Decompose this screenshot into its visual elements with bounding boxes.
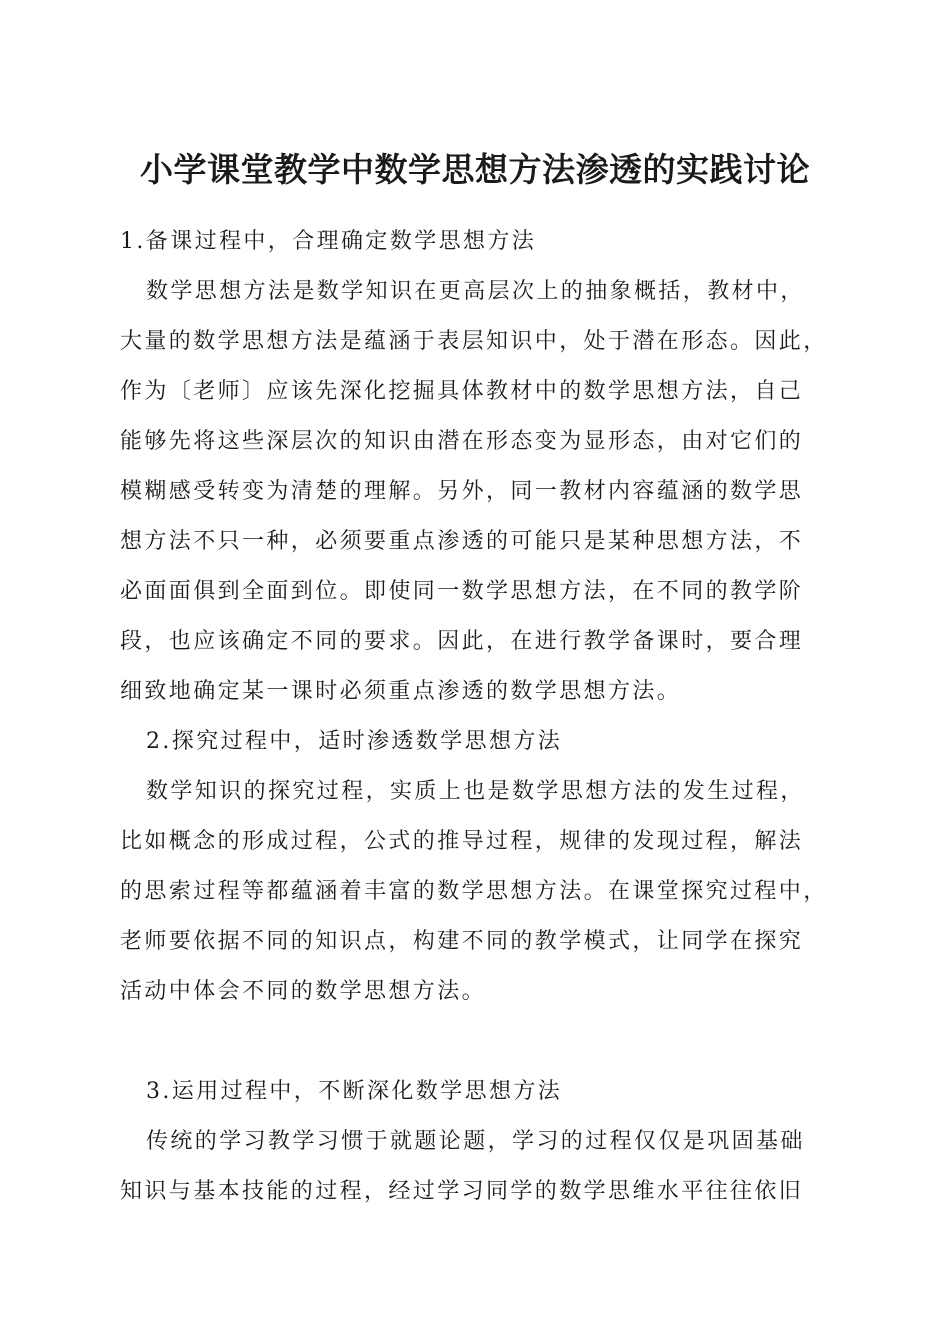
paragraph-line: 模糊感受转变为清楚的理解。另外，同一教材内容蕴涵的数学思 xyxy=(120,479,804,504)
paragraph-line: 细致地确定某一课时必须重点渗透的数学思想方法。 xyxy=(120,679,682,704)
section-heading-1: 1.备课过程中，合理确定数学思想方法 xyxy=(120,229,537,254)
paragraph-line: 必面面俱到全面到位。即使同一数学思想方法，在不同的教学阶 xyxy=(120,579,804,604)
paragraph-line: 传统的学习教学习惯于就题论题，学习的过程仅仅是巩固基础 xyxy=(146,1129,805,1154)
paragraph-line: 的思索过程等都蕴涵着丰富的数学思想方法。在课堂探究过程中， xyxy=(120,879,828,904)
section-heading-3: 3.运用过程中，不断深化数学思想方法 xyxy=(146,1079,563,1104)
paragraph-line: 大量的数学思想方法是蕴涵于表层知识中，处于潜在形态。因此， xyxy=(120,329,828,354)
paragraph-line: 数学知识的探究过程，实质上也是数学思想方法的发生过程， xyxy=(146,779,805,804)
document-title: 小学课堂教学中数学思想方法渗透的实践讨论 xyxy=(140,150,810,189)
section-heading-2: 2.探究过程中，适时渗透数学思想方法 xyxy=(146,729,563,754)
paragraph-line: 老师要依据不同的知识点，构建不同的教学模式，让同学在探究 xyxy=(120,929,804,954)
paragraph-line: 知识与基本技能的过程，经过学习同学的数学思维水平往往依旧 xyxy=(120,1179,804,1204)
paragraph-line: 比如概念的形成过程，公式的推导过程，规律的发现过程，解法 xyxy=(120,829,804,854)
paragraph-line: 作为〔老师〕应该先深化挖掘具体教材中的数学思想方法，自己 xyxy=(120,379,804,404)
paragraph-line: 数学思想方法是数学知识在更高层次上的抽象概括，教材中， xyxy=(146,279,805,304)
paragraph-line: 段，也应该确定不同的要求。因此，在进行教学备课时，要合理 xyxy=(120,629,804,654)
paragraph-line: 能够先将这些深层次的知识由潜在形态变为显形态，由对它们的 xyxy=(120,429,804,454)
paragraph-line: 想方法不只一种，必须要重点渗透的可能只是某种思想方法，不 xyxy=(120,529,804,554)
paragraph-line: 活动中体会不同的数学思想方法。 xyxy=(120,979,487,1004)
